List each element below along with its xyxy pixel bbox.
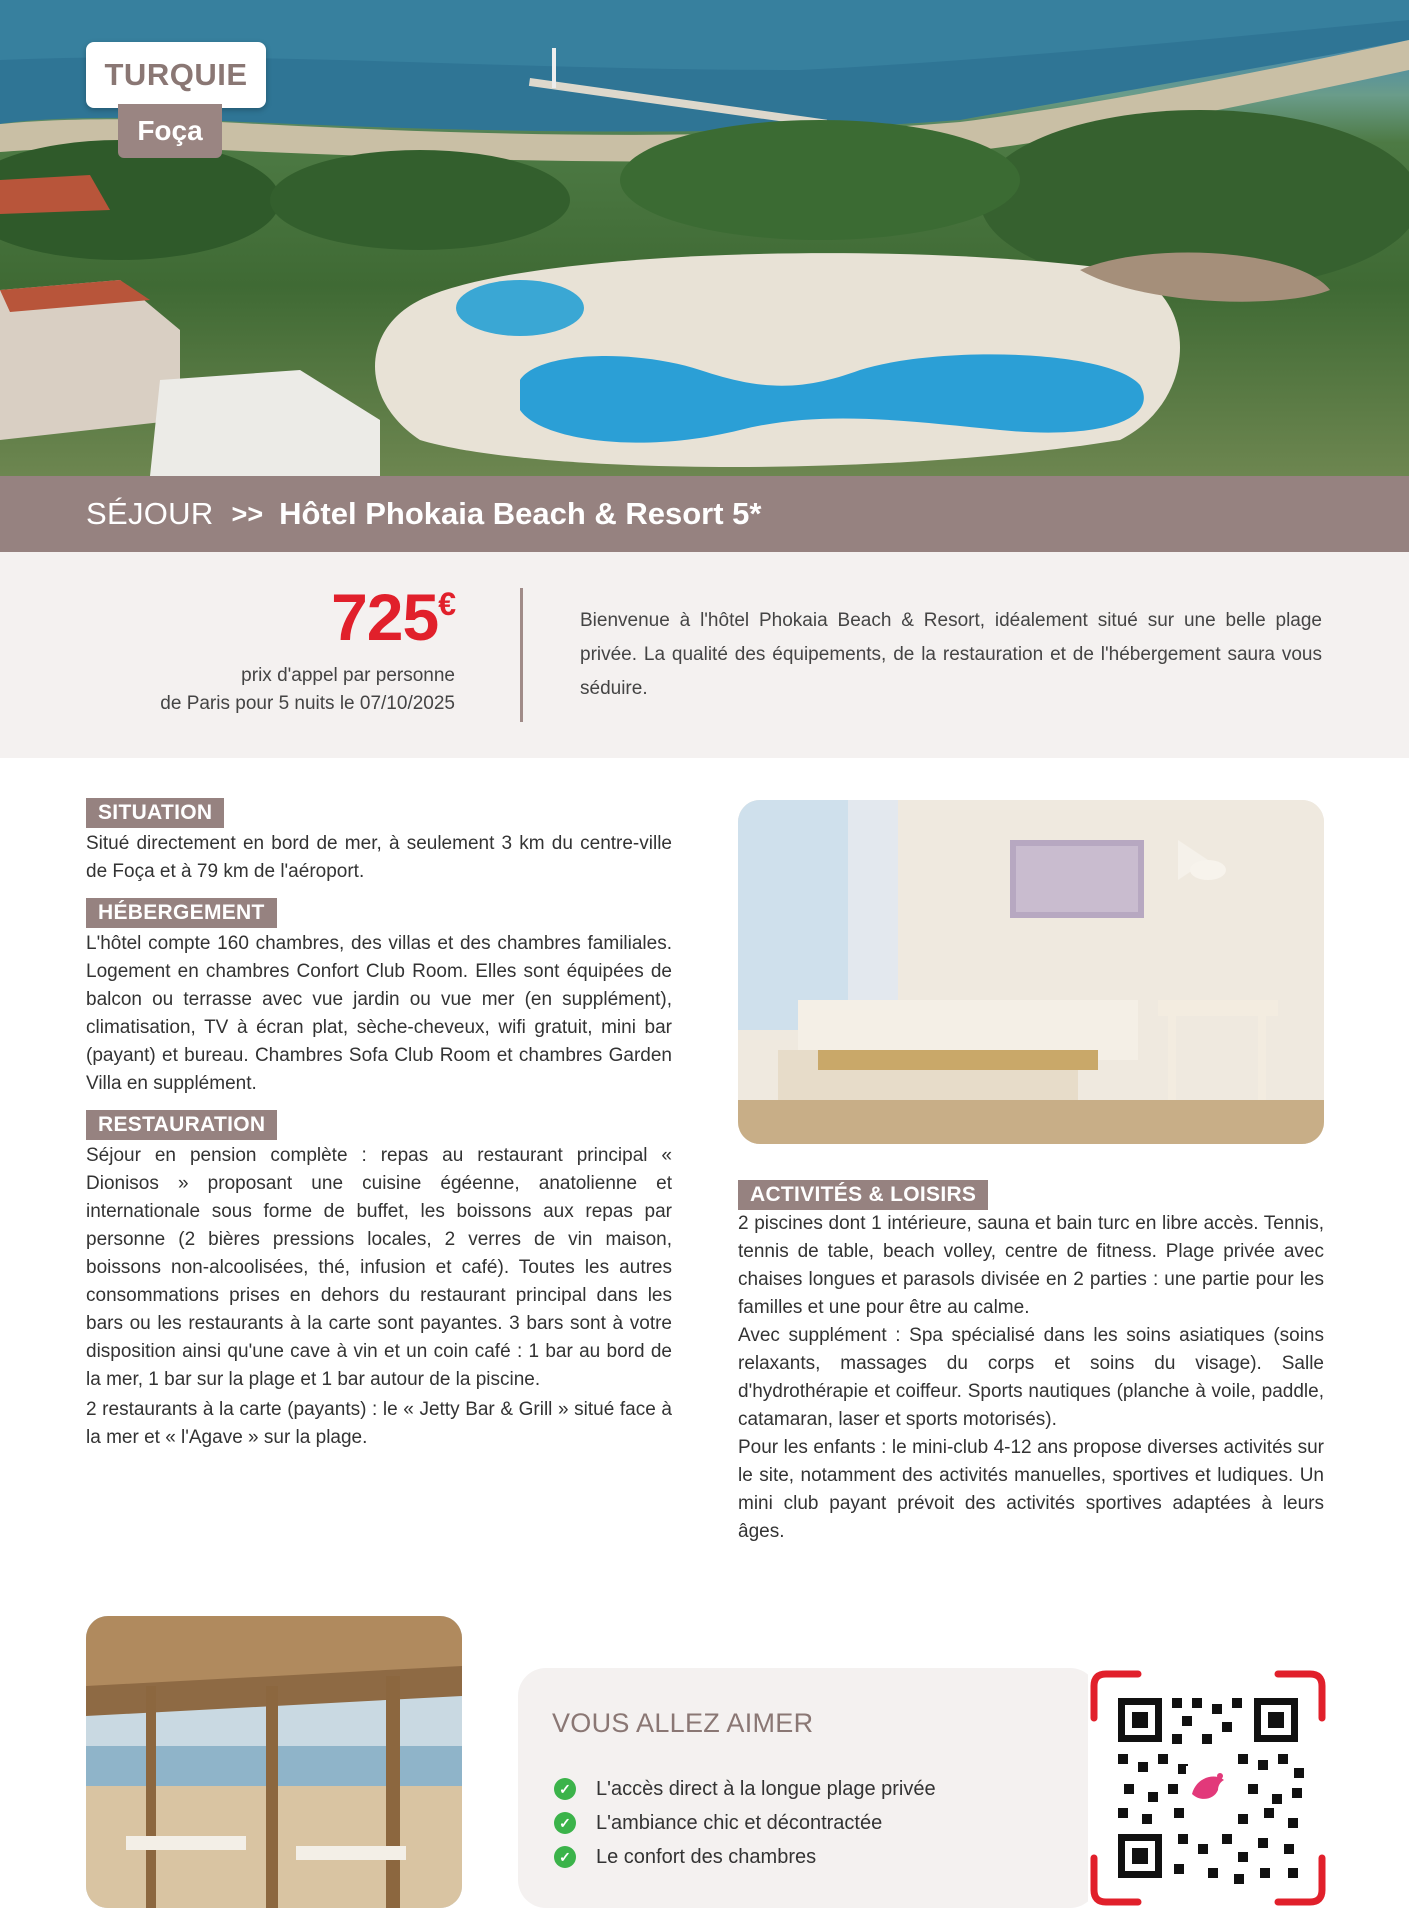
section-text-activites (738, 1210, 1324, 1546)
highlight-text: Le confort des chambres (596, 1845, 817, 1868)
section-title-activites: ACTIVITÉS & LOISIRS (738, 1180, 988, 1210)
list-item (554, 1806, 936, 1840)
highlights-title: VOUS ALLEZ AIMER (552, 1708, 814, 1738)
activites-paragraph-2: Avec supplément : Spa spécialisé dans les soins asiatiques (soins relaxants, massages du corps et soins du visage). Salle d'hydrothérapie et coiffeur. Sports nautiques (planche à voile, paddle, catamaran, laser et sports motorisés). (738, 1325, 1324, 1430)
check-icon: ✓ (554, 1778, 576, 1800)
price-amount: 725 (331, 580, 439, 654)
section-text-restauration: Séjour en pension complète : repas au restaurant principal « Dionisos » proposant une cuisine égéenne, anatolienne et internationale sous forme de buffet, les boissons aux repas par personne (2 bières pressions locales, 2 verres de vin maison, boissons non-alcoolisées, thé, infusion et café). Toutes les autres consommations prises en dehors du restaurant principal dans les bars ou les restaurants à la carte sont payantes. 3 bars sont à votre disposition ainsi qu'une cave à vin et un coin café : 1 bar au bord de la mer, 1 bar sur la plage et 1 bar autour de la piscine. (86, 1145, 672, 1390)
price-divider (520, 588, 523, 722)
price-currency: € (438, 586, 455, 622)
check-icon: ✓ (554, 1812, 576, 1834)
list-item (554, 1840, 936, 1874)
check-icon: ✓ (554, 1846, 576, 1868)
price-note (95, 662, 455, 718)
intro-text: Bienvenue à l'hôtel Phokaia Beach & Resort, idéalement situé sur une belle plage privée. La qualité des équipements, de la restauration et de l'hébergement saura vous séduire. (580, 610, 1322, 699)
hotel-name: Hôtel Phokaia Beach & Resort 5* (279, 496, 762, 531)
price (331, 580, 455, 654)
title-bar (0, 476, 1409, 552)
qr-code-graphic (1088, 1668, 1328, 1908)
highlights-list (554, 1772, 936, 1874)
section-title-hebergement: HÉBERGEMENT (86, 898, 277, 928)
activites-paragraph-3: Pour les enfants : le mini-club 4-12 ans propose diverses activités sur le site, notamment des activités manuelles, sportives et ludiques. Un mini club payant prévoit des activités sportives adaptées à leurs âges. (738, 1437, 1324, 1542)
list-item (554, 1772, 936, 1806)
room-photo (738, 800, 1324, 1144)
section-text-situation: Situé directement en bord de mer, à seulement 3 km du centre-ville de Foça et à 79 km de l'aéroport. (86, 833, 672, 882)
section-hebergement (86, 898, 672, 1098)
beach-illustration (86, 1616, 462, 1908)
price-note-line1: prix d'appel par personne (241, 665, 455, 686)
title-separator: >> (231, 498, 264, 529)
activites-paragraph-1: 2 piscines dont 1 intérieure, sauna et bain turc en libre accès. Tennis, tennis de table, beach volley, centre de fitness. Plage privée avec chaises longues et parasols divisée en 2 parties : une partie pour les familles et une pour être au calme. (738, 1213, 1324, 1318)
highlight-text: L'ambiance chic et décontractée (596, 1811, 883, 1834)
beach-restaurant-photo (86, 1616, 462, 1908)
section-title-restauration: RESTAURATION (86, 1110, 277, 1140)
section-title-situation: SITUATION (86, 798, 224, 828)
section-restauration (86, 1110, 672, 1452)
highlight-text: L'accès direct à la longue plage privée (596, 1777, 936, 1800)
left-column (86, 798, 672, 1464)
highlights-box (518, 1668, 1098, 1908)
qr-code-icon[interactable] (1088, 1668, 1328, 1908)
price-strip (0, 552, 1409, 758)
country-badge (86, 42, 266, 108)
section-text-hebergement: L'hôtel compte 160 chambres, des villas et des chambres familiales. Logement en chambres Confort Club Room. Elles sont équipées de balcon ou terrasse avec vue jardin ou vue mer (en supplément), climatisation, TV à écran plat, sèche-cheveux, wifi gratuit, mini bar (payant) et bureau. Chambres Sofa Club Room et chambres Garden Villa en supplément. (86, 933, 672, 1094)
right-column (738, 1180, 1324, 1546)
city-label: Foça (137, 115, 203, 146)
hero-image (0, 0, 1409, 476)
city-badge (118, 104, 222, 158)
section-situation (86, 798, 672, 886)
room-illustration (738, 800, 1324, 1144)
country-label: TURQUIE (104, 57, 248, 92)
stay-type-label: SÉJOUR (86, 496, 214, 531)
price-note-line2: de Paris pour 5 nuits le 07/10/2025 (160, 693, 455, 714)
section-text-restauration-2: 2 restaurants à la carte (payants) : le « Jetty Bar & Grill » situé face à la mer et « l'Agave » sur la plage. (86, 1399, 672, 1448)
